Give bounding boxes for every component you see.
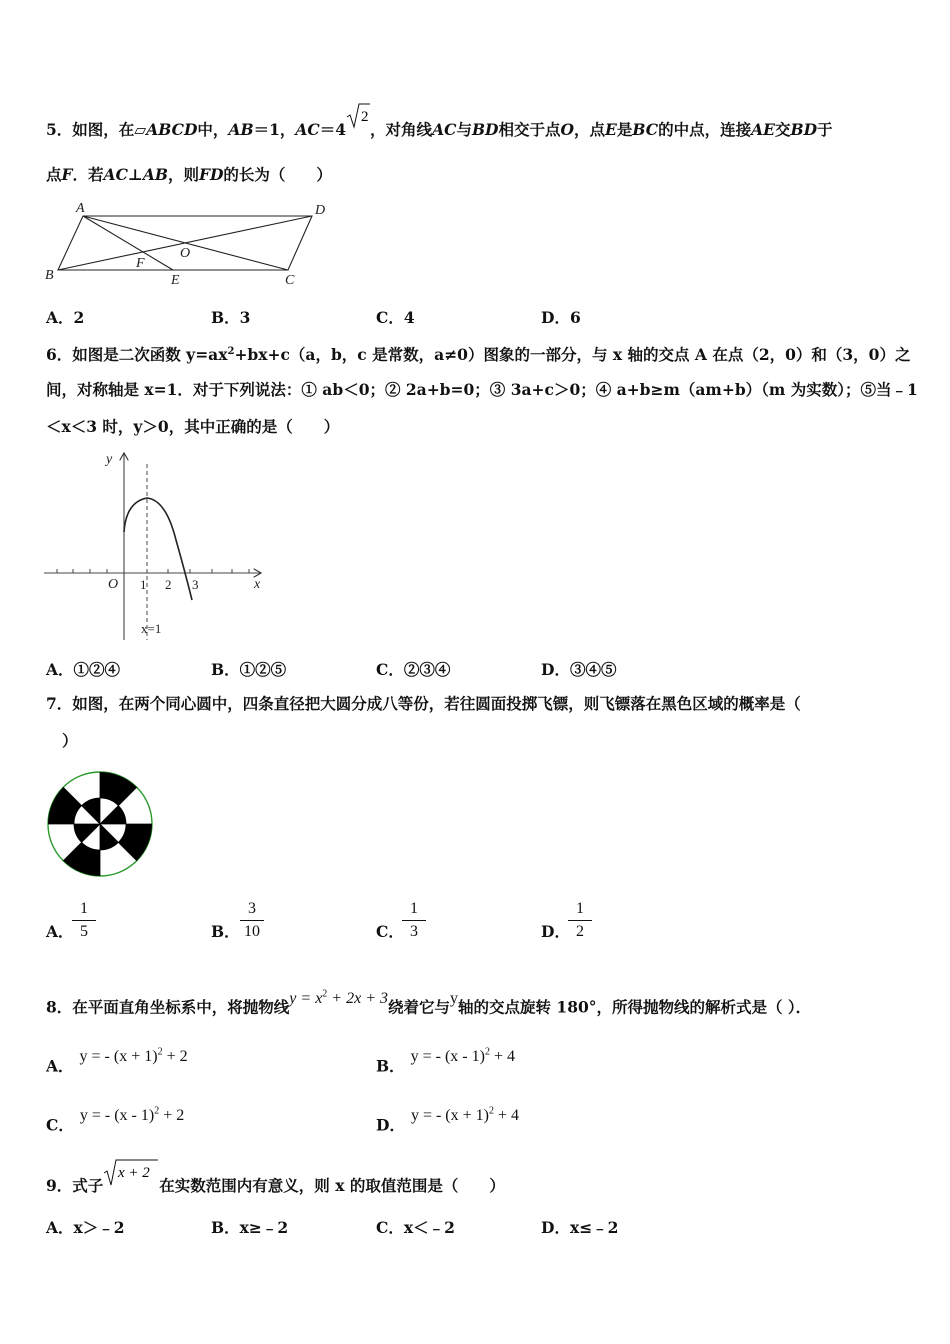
q9-option-c[interactable]: C．x＜﹣2 [376, 1218, 455, 1237]
q5-line2: 点F．若AC⊥AB，则FD的长为（ ） [46, 165, 332, 184]
q6-line3: ＜x＜3 时，y＞0，其中正确的是（ ） [46, 417, 340, 436]
q7-option-c-fraction[interactable]: $\frac{1}{3}$ [402, 900, 426, 941]
origin-label: O [108, 577, 119, 592]
q8-stem: 8．在平面直角坐标系中，将抛物线$y = x^2 + 2x + 3$绕着它与y轴的交点旋转 180°，所得抛物线的解析式是（ ）． [46, 989, 812, 1017]
q8-option-b[interactable]: B． y = - (x - 1)$^2$ + 4 [376, 1047, 515, 1076]
q7-line1: 7．如图，在两个同心圆中，四条直径把大圆分成八等份，若往圆面投掷飞镖，则飞镖落在黑色区域的概率是（ [46, 694, 801, 713]
svg-text:x + 2: x + 2 [118, 1165, 151, 1181]
label-A: A [76, 201, 85, 216]
q7-option-c-letter[interactable]: C． [376, 922, 404, 941]
q7-line2: ） [62, 731, 78, 750]
label-C: C [285, 273, 295, 288]
q8-option-d[interactable]: D． y = - $(x + 1)^2 + 4$ [376, 1106, 520, 1135]
parabola-graph [42, 450, 267, 645]
q7-option-d-fraction[interactable]: $\frac{1}{2}$ [568, 900, 592, 941]
dartboard-figure [46, 770, 156, 880]
q7-option-a-fraction[interactable]: $\frac{1}{5}$ [72, 900, 96, 941]
svg-text:2: 2 [361, 109, 369, 125]
y-axis-label: y [106, 452, 113, 467]
sqrt-radical [103, 1165, 159, 1191]
q5-option-d[interactable]: D．6 [541, 308, 581, 327]
q6-line2: 间，对称轴是 x=1．对于下列说法：① ab＜0；② 2a+b=0；③ 3a+c＞0；④ a+b≥m（am+b）（m 为实数）；⑤当﹣1 [46, 380, 918, 399]
q6-option-d[interactable]: D．③④⑤ [541, 660, 617, 679]
q5-option-a[interactable]: A．2 [46, 308, 85, 327]
tick-3: 3 [192, 577, 199, 592]
sqrt-2 [346, 109, 370, 135]
q9-stem: 9．式子 x + 2 在实数范围内有意义，则 x 的取值范围是（ ） [46, 1171, 505, 1196]
label-O: O [180, 246, 191, 261]
parallelogram-figure [40, 198, 340, 288]
tick-1: 1 [140, 577, 147, 592]
x-axis-label: x [254, 577, 261, 592]
label-F: F [136, 256, 145, 271]
q5-line1: 5．如图，在▱ABCD中，AB＝1，AC＝4 2 ，对角线AC与BD相交于点O，点E是BC的中点，连接AE交BD于 [46, 115, 833, 140]
q9-option-a[interactable]: A．x＞﹣2 [46, 1218, 125, 1237]
q9-option-d[interactable]: D．x≤﹣2 [541, 1218, 619, 1237]
q8-option-a[interactable]: A． y = - $(x + 1)^2 + 2$ [46, 1047, 188, 1076]
q7-option-a-letter[interactable]: A． [46, 922, 74, 941]
label-E: E [171, 273, 180, 288]
symmetry-axis-label: x=1 [141, 621, 162, 636]
q7-option-d-letter[interactable]: D． [541, 922, 570, 941]
q6-option-a[interactable]: A．①②④ [46, 660, 121, 679]
q8-option-c[interactable]: C． y = - (x - 1)$^2$ + 2 [46, 1106, 185, 1135]
q7-option-b-letter[interactable]: B． [211, 922, 240, 941]
label-B: B [45, 268, 54, 283]
q6-line1: 6．如图是二次函数 $y=ax^2+bx+c(a$，b，c 是常数，a≠0）图象的一部分，与 x 轴的交点 A 在点（2，0）和（3，0）之 [46, 345, 911, 365]
q5-option-c[interactable]: C．4 [376, 308, 415, 327]
tick-2: 2 [165, 577, 172, 592]
q7-option-b-fraction[interactable]: $\frac{3}{10}$ [240, 900, 264, 941]
q6-option-c[interactable]: C．②③④ [376, 660, 451, 679]
q6-option-b[interactable]: B．①②⑤ [211, 660, 287, 679]
label-D: D [315, 203, 326, 218]
q9-option-b[interactable]: B．x≥﹣2 [211, 1218, 289, 1237]
q5-option-b[interactable]: B．3 [211, 308, 251, 327]
